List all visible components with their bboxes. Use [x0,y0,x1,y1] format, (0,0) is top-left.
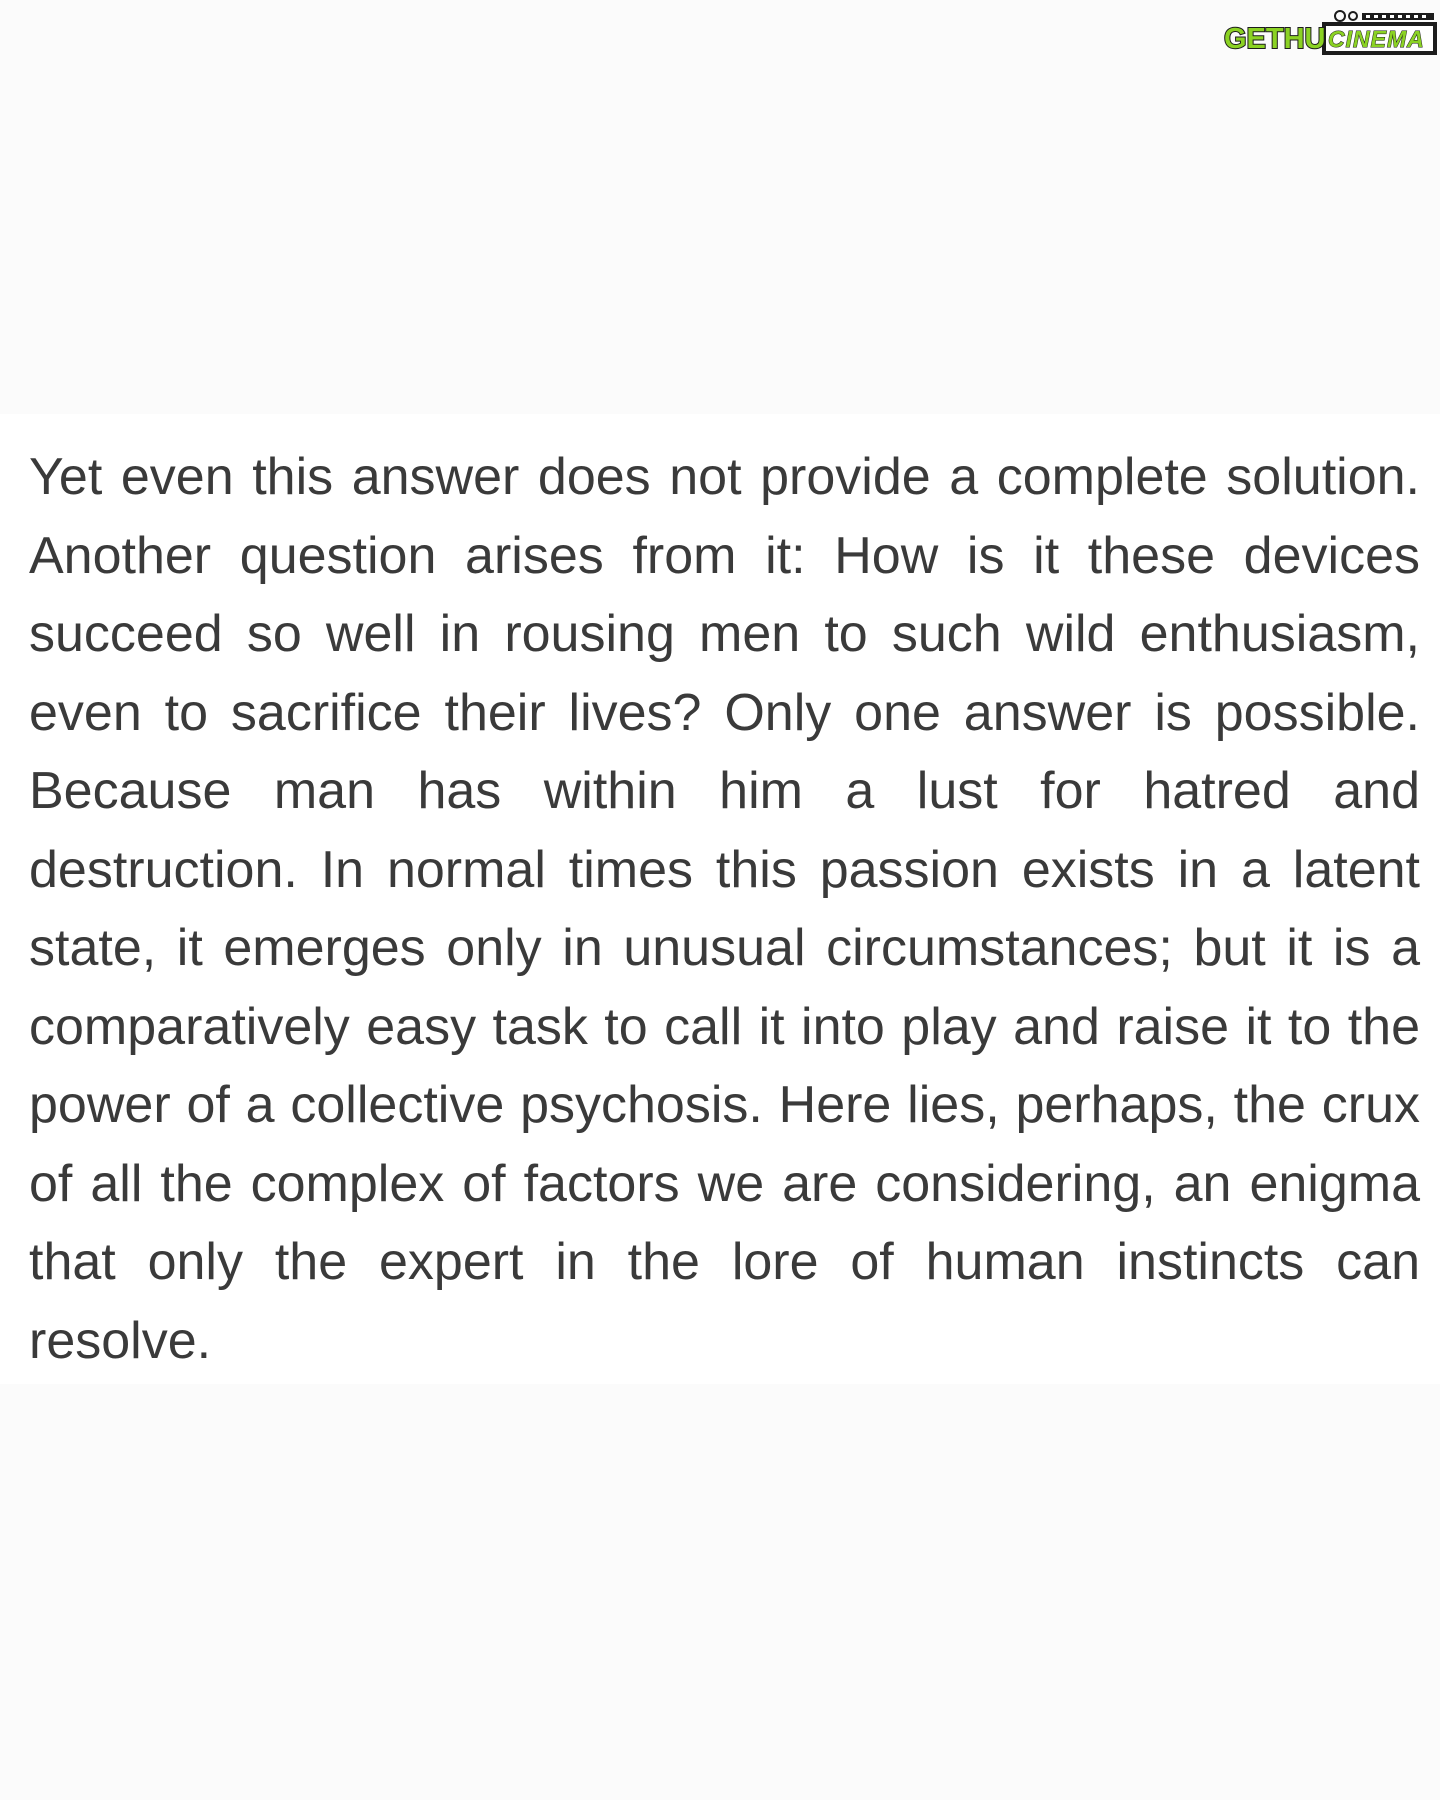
logo-part-cinema: CINEMA [1328,26,1425,52]
logo-part-gethu: GETHU [1224,23,1326,55]
text-panel [0,414,1440,1384]
gethu-cinema-logo [1222,10,1440,58]
quote-paragraph: Yet even this answer does not provide a complete solution. Another question arises from it: How is it these devices succeed so well in rousing men to such wild enthusiasm, even to sacrifice their lives? Only one answer is possible. Because man has within him a lust for hatred and destruction. In normal times this passion exists in a latent state, it emerges only in unusual circumstances; but it is a comparatively easy task to call it into play and raise it to the power of a collective psychosis. Here lies, perhaps, the crux of all the complex of factors we are considering, an enigma that only the expert in the lore of human instincts can resolve. [29,448,1420,1370]
logo-graphic [1222,10,1440,58]
camera-reel-icon [1335,11,1434,21]
